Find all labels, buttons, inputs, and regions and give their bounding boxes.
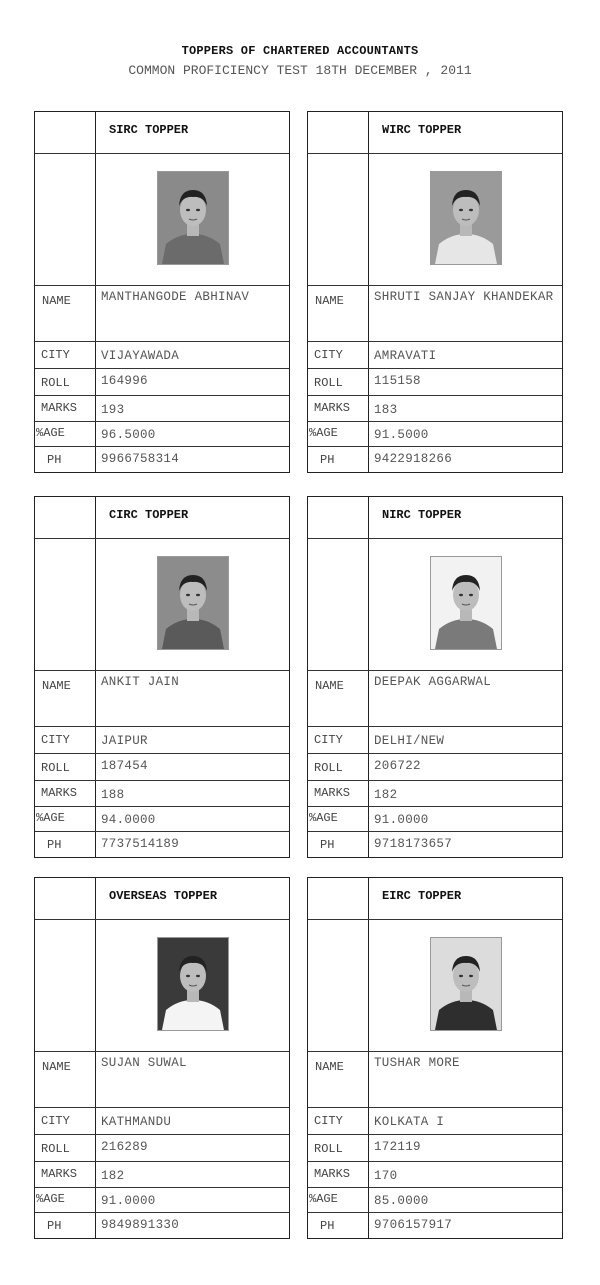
roll-value: 172119 (374, 1140, 421, 1154)
card-heading: CIRC TOPPER (109, 508, 189, 522)
roll-value: 164996 (101, 374, 148, 388)
marks-label: MARKS (41, 1167, 78, 1181)
roll-label: ROLL (314, 1142, 343, 1156)
name-value: SUJAN SUWAL (101, 1056, 187, 1070)
empty-label-cell (308, 920, 369, 1051)
marks-value: 193 (101, 403, 125, 417)
name-row (308, 671, 562, 727)
roll-value: 216289 (101, 1140, 148, 1154)
topper-card-overseas (34, 877, 290, 1239)
portrait-image (158, 557, 228, 649)
city-row (35, 342, 289, 369)
photo-row (308, 920, 562, 1052)
marks-value: 182 (101, 1169, 125, 1183)
roll-value: 206722 (374, 759, 421, 773)
name-row (308, 286, 562, 342)
topper-photo (157, 556, 229, 650)
percentage-value: 91.0000 (374, 813, 429, 827)
empty-label-cell (35, 112, 96, 153)
card-header-row (308, 878, 562, 920)
marks-label: MARKS (41, 401, 78, 415)
roll-label: ROLL (314, 761, 343, 775)
percentage-label: %AGE (36, 1192, 65, 1206)
phone-label: PH (320, 838, 335, 852)
name-value: TUSHAR MORE (374, 1056, 460, 1070)
portrait-image (158, 172, 228, 264)
empty-label-cell (308, 878, 369, 919)
percentage-row (308, 422, 562, 447)
empty-label-cell (308, 539, 369, 670)
marks-value: 188 (101, 788, 125, 802)
roll-label: ROLL (41, 1142, 70, 1156)
city-value: DELHI/NEW (374, 734, 445, 748)
name-row (308, 1052, 562, 1108)
card-heading: NIRC TOPPER (382, 508, 462, 522)
marks-row (308, 781, 562, 807)
city-row (308, 1108, 562, 1135)
roll-label: ROLL (41, 376, 70, 390)
percentage-label: %AGE (309, 426, 338, 440)
phone-row (35, 1213, 289, 1238)
roll-row (308, 1135, 562, 1162)
phone-value: 9718173657 (374, 837, 453, 851)
name-label: NAME (315, 1060, 344, 1074)
name-value: ANKIT JAIN (101, 675, 180, 689)
marks-label: MARKS (41, 786, 78, 800)
topper-photo (157, 937, 229, 1031)
empty-label-cell (35, 920, 96, 1051)
phone-label: PH (47, 838, 62, 852)
phone-value: 9422918266 (374, 452, 453, 466)
percentage-value: 94.0000 (101, 813, 156, 827)
roll-row (308, 369, 562, 396)
marks-value: 183 (374, 403, 398, 417)
phone-value: 9849891330 (101, 1218, 180, 1232)
percentage-value: 91.5000 (374, 428, 429, 442)
city-value: AMRAVATI (374, 349, 437, 363)
card-heading: SIRC TOPPER (109, 123, 189, 137)
topper-card-eirc (307, 877, 563, 1239)
portrait-image (431, 557, 501, 649)
page-title: TOPPERS OF CHARTERED ACCOUNTANTS (181, 44, 419, 58)
phone-row (35, 447, 289, 472)
photo-row (308, 154, 562, 286)
percentage-value: 91.0000 (101, 1194, 156, 1208)
city-row (35, 727, 289, 754)
card-heading: EIRC TOPPER (382, 889, 462, 903)
city-label: CITY (41, 1114, 70, 1128)
city-row (308, 342, 562, 369)
card-heading: WIRC TOPPER (382, 123, 462, 137)
percentage-row (35, 422, 289, 447)
topper-card-sirc (34, 111, 290, 473)
percentage-row (308, 807, 562, 832)
city-label: CITY (314, 348, 343, 362)
roll-value: 115158 (374, 374, 421, 388)
portrait-image (158, 938, 228, 1030)
city-row (308, 727, 562, 754)
city-label: CITY (41, 733, 70, 747)
photo-row (35, 920, 289, 1052)
phone-label: PH (47, 453, 62, 467)
photo-row (35, 539, 289, 671)
name-value: MANTHANGODE ABHINAV (101, 290, 250, 304)
phone-value: 7737514189 (101, 837, 180, 851)
name-label: NAME (315, 294, 344, 308)
portrait-image (431, 938, 501, 1030)
name-row (35, 671, 289, 727)
topper-photo (430, 556, 502, 650)
photo-row (35, 154, 289, 286)
topper-card-circ (34, 496, 290, 858)
phone-row (308, 1213, 562, 1238)
city-value: KOLKATA I (374, 1115, 445, 1129)
phone-row (308, 447, 562, 472)
empty-label-cell (35, 539, 96, 670)
card-header-row (35, 878, 289, 920)
name-value: DEEPAK AGGARWAL (374, 675, 492, 689)
city-label: CITY (314, 733, 343, 747)
topper-photo (430, 171, 502, 265)
city-label: CITY (314, 1114, 343, 1128)
empty-label-cell (35, 878, 96, 919)
marks-value: 182 (374, 788, 398, 802)
marks-row (35, 781, 289, 807)
roll-label: ROLL (314, 376, 343, 390)
card-header-row (308, 497, 562, 539)
roll-row (308, 754, 562, 781)
phone-row (308, 832, 562, 857)
city-label: CITY (41, 348, 70, 362)
city-row (35, 1108, 289, 1135)
empty-label-cell (308, 154, 369, 285)
marks-row (35, 396, 289, 422)
name-label: NAME (42, 679, 71, 693)
city-value: VIJAYAWADA (101, 349, 180, 363)
marks-row (308, 396, 562, 422)
card-header-row (35, 112, 289, 154)
marks-row (308, 1162, 562, 1188)
percentage-row (35, 1188, 289, 1213)
topper-card-nirc (307, 496, 563, 858)
marks-label: MARKS (314, 1167, 351, 1181)
city-value: KATHMANDU (101, 1115, 172, 1129)
roll-label: ROLL (41, 761, 70, 775)
roll-row (35, 754, 289, 781)
marks-label: MARKS (314, 786, 351, 800)
marks-value: 170 (374, 1169, 398, 1183)
percentage-row (35, 807, 289, 832)
card-header-row (308, 112, 562, 154)
topper-card-wirc (307, 111, 563, 473)
percentage-label: %AGE (36, 426, 65, 440)
marks-label: MARKS (314, 401, 351, 415)
card-header-row (35, 497, 289, 539)
phone-label: PH (320, 1219, 335, 1233)
portrait-image (431, 172, 501, 264)
topper-photo (430, 937, 502, 1031)
empty-label-cell (308, 497, 369, 538)
phone-value: 9966758314 (101, 452, 180, 466)
percentage-row (308, 1188, 562, 1213)
empty-label-cell (35, 154, 96, 285)
name-value: SHRUTI SANJAY KHANDEKAR (374, 290, 554, 304)
phone-label: PH (320, 453, 335, 467)
phone-row (35, 832, 289, 857)
roll-value: 187454 (101, 759, 148, 773)
roll-row (35, 369, 289, 396)
name-row (35, 286, 289, 342)
percentage-value: 85.0000 (374, 1194, 429, 1208)
percentage-label: %AGE (309, 811, 338, 825)
photo-row (308, 539, 562, 671)
city-value: JAIPUR (101, 734, 148, 748)
percentage-label: %AGE (36, 811, 65, 825)
roll-row (35, 1135, 289, 1162)
name-label: NAME (315, 679, 344, 693)
percentage-label: %AGE (309, 1192, 338, 1206)
name-label: NAME (42, 294, 71, 308)
marks-row (35, 1162, 289, 1188)
name-label: NAME (42, 1060, 71, 1074)
page-subtitle: COMMON PROFICIENCY TEST 18TH DECEMBER , 2011 (128, 63, 472, 78)
percentage-value: 96.5000 (101, 428, 156, 442)
phone-label: PH (47, 1219, 62, 1233)
empty-label-cell (308, 112, 369, 153)
topper-photo (157, 171, 229, 265)
empty-label-cell (35, 497, 96, 538)
phone-value: 9706157917 (374, 1218, 453, 1232)
card-heading: OVERSEAS TOPPER (109, 889, 218, 903)
name-row (35, 1052, 289, 1108)
